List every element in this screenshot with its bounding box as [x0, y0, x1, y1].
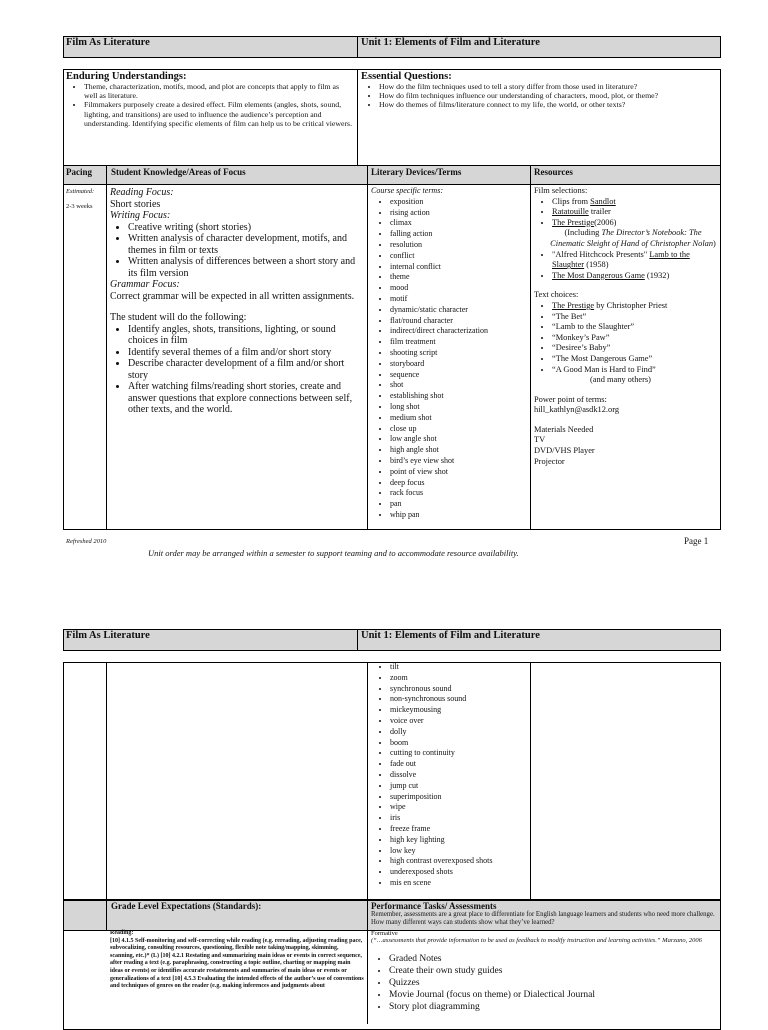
and-many-others: (and many others): [590, 375, 651, 385]
footer-note: Unit order may be arranged within a semester to support teaming and to accommodate resource availability.: [148, 548, 519, 558]
assessment-item: • Quizzes: [389, 977, 717, 989]
term-item: • falling action: [390, 229, 529, 240]
film-link-mdg[interactable]: The Most Dangerous Game: [552, 270, 645, 280]
term-item: • medium shot: [390, 413, 529, 424]
pacing-label: Estimated:: [66, 188, 95, 195]
film-list: [534, 197, 718, 229]
col-resources: Resources: [534, 167, 573, 177]
perf-header: [371, 901, 717, 927]
writing-list: [110, 222, 364, 280]
devices-col: [371, 186, 529, 521]
devices-list: [371, 197, 529, 521]
formative-label: Formative: [371, 930, 398, 937]
text-item: • “The Most Dangerous Game”: [552, 354, 718, 365]
text-item: • “A Good Man is Hard to Find”: [552, 365, 718, 376]
film-link-ratatouille[interactable]: Ratatouille: [552, 207, 589, 217]
term-item: • theme: [390, 272, 529, 283]
term-item: • close up: [390, 424, 529, 435]
essential-list: [361, 82, 717, 110]
term-item: • film treatment: [390, 337, 529, 348]
assessment-item: • Story plot diagramming: [389, 1001, 717, 1013]
writing-focus-label: Writing Focus:: [110, 210, 171, 221]
essential-title: Essential Questions:: [361, 71, 452, 82]
col-pacing: Pacing: [66, 167, 92, 177]
essential-section: [361, 71, 717, 110]
enduring-item: • Filmmakers purposely create a desired effect. Film elements (angles, shots, sound, lighting, and transitions) are used to influence the audience’s perception and understanding. Identifying specific elements of film can help us to be critical viewers.: [84, 100, 354, 128]
writing-item: • Written analysis of differences between a short story and its film version: [128, 256, 364, 279]
text-item: • The Prestige by Christopher Priest: [552, 301, 718, 312]
student-item: • After watching films/reading short stories, create and answer questions that explore connections between self, other texts, and the world.: [128, 381, 364, 416]
perf-body: [371, 930, 717, 1013]
course-title: Film As Literature: [66, 37, 150, 48]
perf-title: Performance Tasks/ Assessments: [371, 901, 497, 911]
knowledge-col: [110, 187, 364, 416]
term-item: • low angle shot: [390, 434, 529, 445]
text-item: • “Desiree’s Baby”: [552, 343, 718, 354]
formative-quote: (“…assessments that provide information to be used as feedback to modify instruction and learning activities.” Marzano, 2006: [371, 937, 702, 944]
term-item: • iris: [390, 813, 529, 824]
material-item: Projector: [534, 456, 565, 466]
text-choices-title: Text choices:: [534, 290, 579, 300]
enduring-item: • Theme, characterization, motifs, mood, and plot are concepts that apply to film as well as literature.: [84, 82, 354, 100]
col-line-1: [106, 165, 107, 530]
understandings-divider: [357, 69, 358, 166]
film-item: • "Alfred Hitchcock Presents" Lamb to the Slaughter (1958): [552, 250, 718, 271]
term-item: • long shot: [390, 402, 529, 413]
term-item: • zoom: [390, 673, 529, 684]
unit-title: Unit 1: Elements of Film and Literature: [361, 37, 540, 48]
student-intro: The student will do the following:: [110, 312, 247, 323]
assessment-item: • Graded Notes: [389, 953, 717, 965]
student-item: • Identify angles, shots, transitions, lighting, or sound choices in film: [128, 324, 364, 347]
ppt-label: Power point of terms:: [534, 394, 607, 404]
film-link-lamb[interactable]: Lamb to the Slaughter: [552, 249, 690, 270]
term-item: • deep focus: [390, 478, 529, 489]
term-item: • freeze frame: [390, 824, 529, 835]
film-item: • The Most Dangerous Game (1932): [552, 271, 718, 282]
gle-title: Grade Level Expectations (Standards):: [111, 901, 262, 911]
term-item: • jump cut: [390, 781, 529, 792]
term-item: • dynamic/static character: [390, 305, 529, 316]
term-item: • mickeymousing: [390, 705, 529, 716]
devices-list-2: [371, 662, 529, 889]
term-item: • point of view shot: [390, 467, 529, 478]
term-item: • conflict: [390, 251, 529, 262]
term-item: • wipe: [390, 802, 529, 813]
assessment-item: • Create their own study guides: [389, 965, 717, 977]
film-item: • Clips from Sandlot: [552, 197, 718, 208]
col-line-2b: [367, 662, 368, 900]
term-item: • pan: [390, 499, 529, 510]
header-divider-2: [357, 629, 358, 651]
material-item: DVD/VHS Player: [534, 446, 595, 456]
term-item: • establishing shot: [390, 391, 529, 402]
term-item: • flat/round character: [390, 316, 529, 327]
col-line-3: [530, 165, 531, 530]
devices-col-2: [371, 662, 529, 889]
perf-subtitle: Remember, assessments are a great place to differentiate for English language learners and students who need more challenge. How many different ways can students show what they’ve learned?: [371, 911, 715, 926]
term-item: • fade out: [390, 759, 529, 770]
text-item: • “Lamb to the Slaughter”: [552, 322, 718, 333]
term-item: • cutting to continuity: [390, 748, 529, 759]
writing-item: • Creative writing (short stories): [128, 222, 364, 234]
reading-focus-label: Reading Focus:: [110, 187, 174, 198]
essential-item: • How do film techniques influence our understanding of characters, mood, plot, or theme?: [379, 91, 717, 100]
reading-title: Reading:: [110, 930, 134, 936]
term-item: • resolution: [390, 240, 529, 251]
materials-title: Materials Needed: [534, 424, 594, 434]
page-number: Page 1: [684, 536, 709, 546]
reading-focus-text: Short stories: [110, 198, 161, 210]
text-link-prestige[interactable]: The Prestige: [552, 300, 595, 310]
film-link-prestige[interactable]: The Prestige: [552, 217, 595, 227]
text-list: [534, 301, 718, 375]
material-item: TV: [534, 435, 546, 445]
essential-item: • How do themes of films/literature connect to my life, the world, or other texts?: [379, 100, 717, 109]
pacing-value: 2-3 weeks: [66, 203, 93, 210]
term-item: • rack focus: [390, 488, 529, 499]
term-item: • voice over: [390, 716, 529, 727]
grammar-focus-label: Grammar Focus:: [110, 279, 180, 290]
assessment-item: • Movie Journal (focus on theme) or Dialectical Journal: [389, 989, 717, 1001]
col-devices: Literary Devices/Terms: [371, 167, 462, 177]
header-divider: [357, 36, 358, 58]
term-item: • shooting script: [390, 348, 529, 359]
gle-divider-1: [106, 900, 107, 931]
term-item: • underexposed shots: [390, 867, 529, 878]
enduring-section: [66, 71, 354, 128]
term-item: • sequence: [390, 370, 529, 381]
student-list: [110, 324, 364, 416]
devices-intro: Course specific terms:: [371, 186, 443, 195]
term-item: • shot: [390, 380, 529, 391]
course-title-2: Film As Literature: [66, 630, 150, 641]
writing-item: • Written analysis of character development, motifs, and themes in film or texts: [128, 233, 364, 256]
col-line-1b: [106, 662, 107, 900]
term-item: • superimposition: [390, 792, 529, 803]
perf-list: [371, 953, 717, 1013]
resources-col: [534, 186, 718, 467]
film-item: • The Prestige(2006): [552, 218, 718, 229]
term-item: • low key: [390, 846, 529, 857]
ppt-email[interactable]: hill_kathlyn@asdk12.org: [534, 405, 620, 415]
reading-text: [10] 4.1.5 Self-monitoring and self-correcting while reading (e.g. rereading, adjusting reading pace, subvocalizing, consulting resources, questioning, flexible note taking/mapping, skimming, scanning, etc.)* (L) [10] 4.2.1 Restating and summarizing main ideas or events in correct sequence, after reading a text (e.g. paraphrasing, constructing a topic outline, charting or mapping main ideas or events) or identifies accurate restatements and summaries of main ideas or events or generalizations of a text [10] 4.5.3 Evaluating the intended effects of the author’s use of conventions and techniques of genres on the reader (e.g. making inferences and judgments about: [110, 937, 364, 990]
term-item: • rising action: [390, 208, 529, 219]
term-item: • high key lighting: [390, 835, 529, 846]
term-item: • mis en scene: [390, 878, 529, 889]
unit-title-2: Unit 1: Elements of Film and Literature: [361, 630, 540, 641]
term-item: • bird’s eye view shot: [390, 456, 529, 467]
term-item: • tilt: [390, 662, 529, 673]
grammar-text: Correct grammar will be expected in all written assignments.: [110, 290, 355, 302]
term-item: • synchronous sound: [390, 684, 529, 695]
col-line-2: [367, 165, 368, 530]
term-item: • high contrast overexposed shots: [390, 856, 529, 867]
term-item: • mood: [390, 283, 529, 294]
term-item: • dolly: [390, 727, 529, 738]
enduring-title: Enduring Understandings:: [66, 71, 187, 82]
term-item: • storyboard: [390, 359, 529, 370]
term-item: • exposition: [390, 197, 529, 208]
student-item: • Identify several themes of a film and/or short story: [128, 347, 364, 359]
directors-notebook: (Including The Director’s Notebook: The Cinematic Sleight of Hand of Christopher Nolan): [550, 228, 716, 248]
essential-item: • How do the film techniques used to tell a story differ from those used in literature?: [379, 82, 717, 91]
student-item: • Describe character development of a film and/or short story: [128, 358, 364, 381]
reading-gle: [110, 930, 364, 991]
term-item: • motif: [390, 294, 529, 305]
film-item: • Ratatouille trailer: [552, 207, 718, 218]
enduring-list: [66, 82, 354, 128]
term-item: • climax: [390, 218, 529, 229]
film-link-sandlot[interactable]: Sandlot: [590, 196, 616, 206]
col-line-3b: [530, 662, 531, 900]
term-item: • high angle shot: [390, 445, 529, 456]
col-knowledge: Student Knowledge/Areas of Focus: [111, 167, 246, 177]
term-item: • indirect/direct characterization: [390, 326, 529, 337]
film-list-2: [534, 250, 718, 282]
text-item: • “The Bet”: [552, 312, 718, 323]
text-item: • “Monkey’s Paw”: [552, 333, 718, 344]
term-item: • internal conflict: [390, 262, 529, 273]
term-item: • non-synchronous sound: [390, 694, 529, 705]
term-item: • boom: [390, 738, 529, 749]
film-selections-title: Film selections:: [534, 186, 588, 195]
term-item: • whip pan: [390, 510, 529, 521]
term-item: • dissolve: [390, 770, 529, 781]
refreshed-label: Refreshed 2010: [66, 538, 107, 545]
